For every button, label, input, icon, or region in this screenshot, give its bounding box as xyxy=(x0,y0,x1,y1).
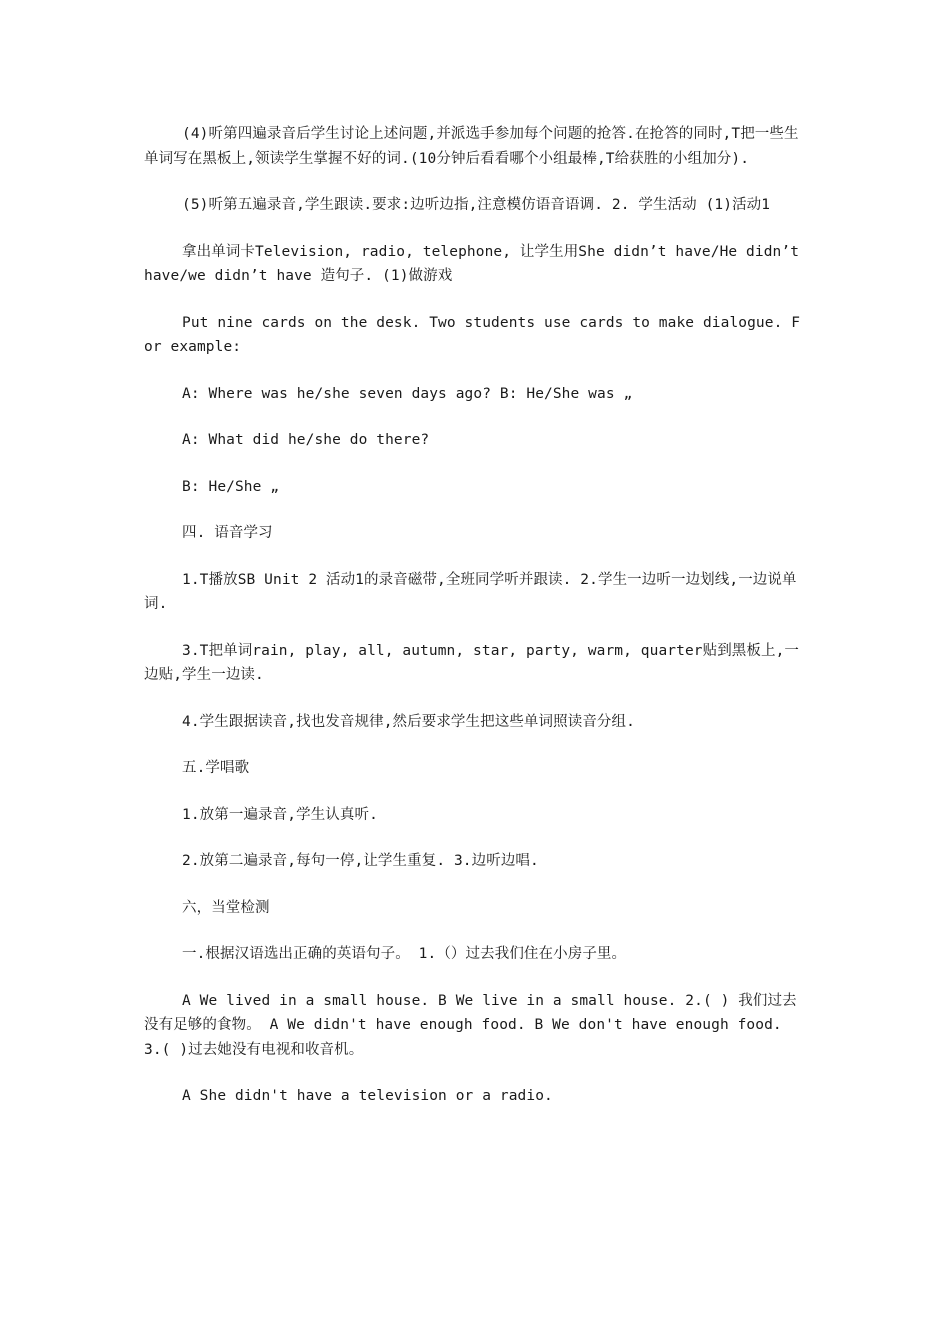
section-heading-song: 五.学唱歌 xyxy=(182,760,250,776)
paragraph-phonics-4: 4.学生跟据读音,找也发音规律,然后要求学生把这些单词照读音分组. xyxy=(182,713,635,730)
paragraph-quiz-instructions: 一.根据汉语选出正确的英语句子。 1.（）过去我们住在小房子里。 xyxy=(182,946,627,962)
paragraph-listen-fifth: (5)听第五遍录音,学生跟读.要求:边听边指,注意模仿语音语调. 2. 学生活动 (1)活动1 xyxy=(182,197,771,213)
paragraph-phonics-3: 3.T把单词rain, play, all, autumn, star, party, warm, quarter贴到黑板上,一边贴,学生一边读. xyxy=(144,642,800,683)
paragraph-dialogue-line-3: B: He/She „ xyxy=(182,478,280,495)
paragraph-song-1: 1.放第一遍录音,学生认真听. xyxy=(182,806,378,823)
paragraph-dialogue-line-1: A: Where was he/she seven days ago? B: He/She was „ xyxy=(182,385,633,402)
paragraph-song-2: 2.放第二遍录音,每句一停,让学生重复. 3.边听边唱. xyxy=(182,853,539,869)
section-heading-phonics: 四. 语音学习 xyxy=(182,525,273,541)
paragraph-dialogue-line-2: A: What did he/she do there? xyxy=(182,432,430,448)
paragraph-game-instructions: Put nine cards on the desk. Two students use cards to make dialogue. For example: xyxy=(144,314,801,355)
document-body xyxy=(144,122,806,1131)
paragraph-word-cards: 拿出单词卡Television, radio, telephone, 让学生用She didn’t have/He didn’t have/we didn’t have 造句子. (1)做游戏 xyxy=(144,243,800,284)
paragraph-quiz-answer: A She didn't have a television or a radio. xyxy=(182,1088,553,1104)
paragraph-listen-fourth: (4)听第四遍录音后学生讨论上述问题,并派选手参加每个问题的抢答.在抢答的同时,T把一些生单词写在黑板上,领读学生掌握不好的词.(10分钟后看看哪个小组最棒,T给获胜的小组加分). xyxy=(144,126,799,167)
paragraph-phonics-1: 1.T播放SB Unit 2 活动1的录音磁带,全班同学听并跟读. 2.学生一边听一边划线,一边说单词. xyxy=(144,571,797,612)
section-heading-quiz: 六，当堂检测 xyxy=(182,899,270,916)
paragraph-quiz-options: A We lived in a small house. B We live in a small house. 2.( ) 我们过去没有足够的食物。 A We didn't have enough food. B We don't have enough food. 3.( )过去她没有电视和收音机。 xyxy=(144,992,797,1058)
